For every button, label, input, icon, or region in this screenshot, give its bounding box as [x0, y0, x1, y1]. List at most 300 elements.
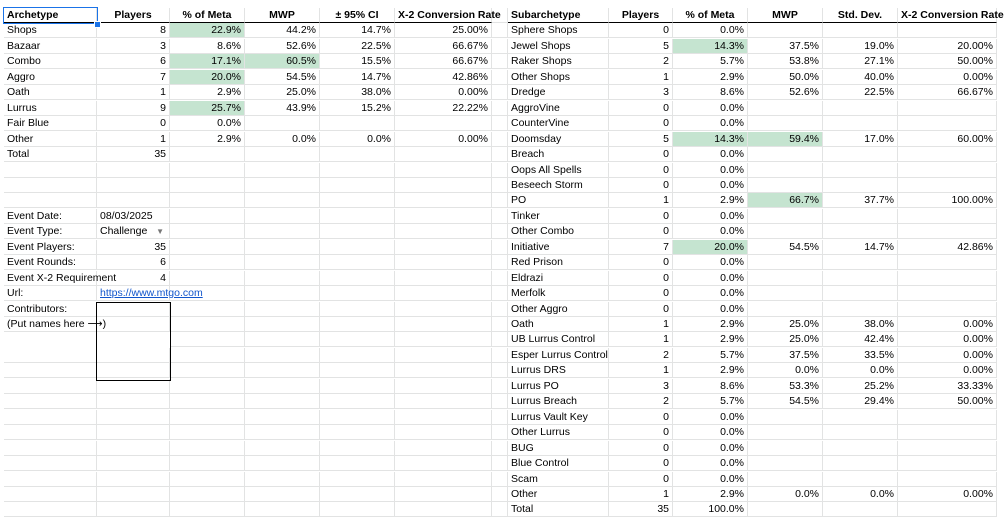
spacer-cell[interactable]: [492, 502, 508, 517]
archetype-players-cell[interactable]: 1: [97, 132, 170, 147]
subarchetype-name-cell[interactable]: Esper Lurrus Control: [508, 348, 609, 363]
spacer-cell[interactable]: [492, 54, 508, 69]
empty-cell[interactable]: [245, 332, 320, 347]
subarchetype-name-cell[interactable]: Tinker: [508, 209, 609, 224]
empty-cell[interactable]: [170, 302, 245, 317]
empty-cell[interactable]: [245, 163, 320, 178]
subarchetype-meta-cell[interactable]: 2.9%: [673, 193, 748, 208]
empty-cell[interactable]: [320, 163, 395, 178]
event-type-value[interactable]: [97, 224, 170, 239]
empty-cell[interactable]: [320, 472, 395, 487]
empty-cell[interactable]: [4, 456, 97, 471]
archetype-mwp-cell[interactable]: 43.9%: [245, 101, 320, 116]
subarchetype-mwp-cell[interactable]: 54.5%: [748, 394, 823, 409]
event-type-label[interactable]: Event Type:: [4, 224, 97, 239]
spacer-cell[interactable]: [492, 394, 508, 409]
subarchetype-meta-cell[interactable]: 0.0%: [673, 209, 748, 224]
empty-cell[interactable]: [245, 209, 320, 224]
subarchetype-sd-cell[interactable]: 40.0%: [823, 70, 898, 85]
spacer-cell[interactable]: [492, 332, 508, 347]
subarchetype-sd-cell[interactable]: [823, 101, 898, 116]
subarchetype-players-cell[interactable]: 1: [609, 317, 673, 332]
empty-cell[interactable]: [97, 394, 170, 409]
subarchetype-mwp-cell[interactable]: 37.5%: [748, 39, 823, 54]
empty-cell[interactable]: [170, 410, 245, 425]
sub-conversion-header[interactable]: X-2 Conversion Rate: [898, 8, 997, 23]
subarchetype-conv-cell[interactable]: [898, 116, 997, 131]
empty-cell[interactable]: [170, 425, 245, 440]
subarchetype-players-cell[interactable]: 0: [609, 456, 673, 471]
spacer-cell[interactable]: [492, 271, 508, 286]
subarchetype-players-cell[interactable]: 0: [609, 472, 673, 487]
archetype-meta-cell[interactable]: 0.0%: [170, 116, 245, 131]
subarchetype-name-cell[interactable]: Scam: [508, 472, 609, 487]
ci-header[interactable]: ± 95% CI: [320, 8, 395, 23]
subarchetype-name-cell[interactable]: Lurrus Breach: [508, 394, 609, 409]
empty-cell[interactable]: [245, 286, 320, 301]
subarchetype-meta-cell[interactable]: 0.0%: [673, 147, 748, 162]
subarchetype-sd-cell[interactable]: 25.2%: [823, 379, 898, 394]
subarchetype-conv-cell[interactable]: 0.00%: [898, 348, 997, 363]
subarchetype-name-cell[interactable]: Jewel Shops: [508, 39, 609, 54]
meta-share-header[interactable]: % of Meta: [170, 8, 245, 23]
sub-players-header[interactable]: Players: [609, 8, 673, 23]
subarchetype-players-cell[interactable]: 0: [609, 147, 673, 162]
subarchetype-conv-cell[interactable]: 60.00%: [898, 132, 997, 147]
empty-cell[interactable]: [395, 472, 492, 487]
empty-cell[interactable]: [395, 487, 492, 502]
empty-cell[interactable]: [320, 441, 395, 456]
subarchetype-sd-cell[interactable]: [823, 23, 898, 38]
archetype-header[interactable]: Archetype: [4, 8, 97, 23]
archetype-conv-cell[interactable]: 66.67%: [395, 39, 492, 54]
subarchetype-name-cell[interactable]: Other Shops: [508, 70, 609, 85]
subarchetype-players-cell[interactable]: 2: [609, 348, 673, 363]
empty-cell[interactable]: [97, 456, 170, 471]
empty-cell[interactable]: [395, 348, 492, 363]
subarchetype-mwp-cell[interactable]: 52.6%: [748, 85, 823, 100]
empty-cell[interactable]: [4, 472, 97, 487]
archetype-meta-cell[interactable]: 8.6%: [170, 39, 245, 54]
subarchetype-conv-cell[interactable]: [898, 147, 997, 162]
spacer-cell[interactable]: [492, 163, 508, 178]
subarchetype-name-cell[interactable]: Lurrus Vault Key: [508, 410, 609, 425]
std-dev-header[interactable]: Std. Dev.: [823, 8, 898, 23]
subarchetype-players-cell[interactable]: 5: [609, 39, 673, 54]
archetype-ci-cell[interactable]: 14.7%: [320, 23, 395, 38]
empty-cell[interactable]: [395, 209, 492, 224]
subarchetype-sd-cell[interactable]: 29.4%: [823, 394, 898, 409]
empty-cell[interactable]: [395, 410, 492, 425]
empty-cell[interactable]: [245, 224, 320, 239]
empty-cell[interactable]: [395, 332, 492, 347]
subarchetype-conv-cell[interactable]: [898, 255, 997, 270]
spacer-cell[interactable]: [492, 317, 508, 332]
subarchetype-conv-cell[interactable]: 33.33%: [898, 379, 997, 394]
subarchetype-mwp-cell[interactable]: [748, 456, 823, 471]
subarchetype-sd-cell[interactable]: [823, 456, 898, 471]
subarchetype-header[interactable]: Subarchetype: [508, 8, 609, 23]
empty-cell[interactable]: [170, 487, 245, 502]
subarchetype-mwp-cell[interactable]: [748, 502, 823, 517]
subarchetype-players-cell[interactable]: 0: [609, 101, 673, 116]
subarchetype-players-cell[interactable]: 0: [609, 224, 673, 239]
empty-cell[interactable]: [395, 255, 492, 270]
archetype-meta-cell[interactable]: 2.9%: [170, 85, 245, 100]
empty-cell[interactable]: [395, 240, 492, 255]
subarchetype-mwp-cell[interactable]: [748, 209, 823, 224]
subarchetype-conv-cell[interactable]: [898, 163, 997, 178]
subarchetype-name-cell[interactable]: Eldrazi: [508, 271, 609, 286]
empty-cell[interactable]: [320, 456, 395, 471]
empty-cell[interactable]: [320, 363, 395, 378]
subarchetype-sd-cell[interactable]: 33.5%: [823, 348, 898, 363]
empty-cell[interactable]: [395, 379, 492, 394]
subarchetype-meta-cell[interactable]: 14.3%: [673, 39, 748, 54]
event-rounds-value[interactable]: 6: [97, 255, 170, 270]
sub-mwp-header[interactable]: MWP: [748, 8, 823, 23]
spacer-cell[interactable]: [492, 425, 508, 440]
archetype-meta-cell[interactable]: [170, 147, 245, 162]
subarchetype-name-cell[interactable]: Other Combo: [508, 224, 609, 239]
empty-cell[interactable]: [97, 193, 170, 208]
subarchetype-meta-cell[interactable]: 20.0%: [673, 240, 748, 255]
spacer-cell[interactable]: [492, 363, 508, 378]
subarchetype-name-cell[interactable]: Breach: [508, 147, 609, 162]
archetype-meta-cell[interactable]: 2.9%: [170, 132, 245, 147]
empty-cell[interactable]: [170, 193, 245, 208]
empty-cell[interactable]: [245, 271, 320, 286]
subarchetype-conv-cell[interactable]: 0.00%: [898, 487, 997, 502]
subarchetype-sd-cell[interactable]: 37.7%: [823, 193, 898, 208]
empty-cell[interactable]: [395, 163, 492, 178]
subarchetype-meta-cell[interactable]: 0.0%: [673, 116, 748, 131]
subarchetype-name-cell[interactable]: Sphere Shops: [508, 23, 609, 38]
subarchetype-meta-cell[interactable]: 0.0%: [673, 271, 748, 286]
subarchetype-meta-cell[interactable]: 2.9%: [673, 317, 748, 332]
subarchetype-name-cell[interactable]: Oath: [508, 317, 609, 332]
spacer-cell[interactable]: [492, 8, 508, 23]
subarchetype-name-cell[interactable]: Doomsday: [508, 132, 609, 147]
archetype-players-cell[interactable]: 6: [97, 54, 170, 69]
empty-cell[interactable]: [170, 271, 245, 286]
subarchetype-mwp-cell[interactable]: [748, 23, 823, 38]
empty-cell[interactable]: [395, 425, 492, 440]
subarchetype-players-cell[interactable]: 0: [609, 425, 673, 440]
event-date-label[interactable]: Event Date:: [4, 209, 97, 224]
subarchetype-name-cell[interactable]: Other: [508, 487, 609, 502]
subarchetype-mwp-cell[interactable]: 53.3%: [748, 379, 823, 394]
empty-cell[interactable]: [320, 394, 395, 409]
subarchetype-sd-cell[interactable]: [823, 147, 898, 162]
empty-cell[interactable]: [4, 425, 97, 440]
subarchetype-sd-cell[interactable]: [823, 116, 898, 131]
archetype-name-cell[interactable]: Bazaar: [4, 39, 97, 54]
empty-cell[interactable]: [245, 472, 320, 487]
subarchetype-players-cell[interactable]: 0: [609, 163, 673, 178]
subarchetype-sd-cell[interactable]: [823, 163, 898, 178]
subarchetype-name-cell[interactable]: UB Lurrus Control: [508, 332, 609, 347]
subarchetype-sd-cell[interactable]: [823, 224, 898, 239]
spacer-cell[interactable]: [492, 456, 508, 471]
subarchetype-meta-cell[interactable]: 0.0%: [673, 425, 748, 440]
subarchetype-mwp-cell[interactable]: [748, 302, 823, 317]
mwp-header[interactable]: MWP: [245, 8, 320, 23]
subarchetype-conv-cell[interactable]: [898, 472, 997, 487]
subarchetype-players-cell[interactable]: 0: [609, 23, 673, 38]
archetype-ci-cell[interactable]: 38.0%: [320, 85, 395, 100]
empty-cell[interactable]: [395, 394, 492, 409]
empty-cell[interactable]: [245, 394, 320, 409]
archetype-mwp-cell[interactable]: [245, 116, 320, 131]
subarchetype-sd-cell[interactable]: [823, 302, 898, 317]
subarchetype-mwp-cell[interactable]: [748, 410, 823, 425]
subarchetype-players-cell[interactable]: 3: [609, 379, 673, 394]
subarchetype-sd-cell[interactable]: [823, 286, 898, 301]
event-date-value[interactable]: 08/03/2025: [97, 209, 170, 224]
empty-cell[interactable]: [245, 302, 320, 317]
empty-cell[interactable]: [4, 178, 97, 193]
empty-cell[interactable]: [245, 240, 320, 255]
empty-cell[interactable]: [395, 271, 492, 286]
archetype-conv-cell[interactable]: [395, 147, 492, 162]
archetype-name-cell[interactable]: Oath: [4, 85, 97, 100]
subarchetype-conv-cell[interactable]: [898, 456, 997, 471]
event-x2-requirement-value[interactable]: 4: [97, 271, 170, 286]
subarchetype-conv-cell[interactable]: 42.86%: [898, 240, 997, 255]
empty-cell[interactable]: [395, 286, 492, 301]
empty-cell[interactable]: [395, 502, 492, 517]
empty-cell[interactable]: [170, 240, 245, 255]
archetype-conv-cell[interactable]: 0.00%: [395, 132, 492, 147]
spacer-cell[interactable]: [492, 302, 508, 317]
subarchetype-sd-cell[interactable]: 38.0%: [823, 317, 898, 332]
archetype-ci-cell[interactable]: [320, 147, 395, 162]
subarchetype-players-cell[interactable]: 0: [609, 410, 673, 425]
empty-cell[interactable]: [4, 379, 97, 394]
subarchetype-mwp-cell[interactable]: 50.0%: [748, 70, 823, 85]
subarchetype-players-cell[interactable]: 0: [609, 441, 673, 456]
subarchetype-name-cell[interactable]: CounterVine: [508, 116, 609, 131]
empty-cell[interactable]: [4, 410, 97, 425]
empty-cell[interactable]: [97, 487, 170, 502]
subarchetype-mwp-cell[interactable]: [748, 224, 823, 239]
subarchetype-mwp-cell[interactable]: [748, 101, 823, 116]
subarchetype-name-cell[interactable]: PO: [508, 193, 609, 208]
subarchetype-mwp-cell[interactable]: 54.5%: [748, 240, 823, 255]
subarchetype-mwp-cell[interactable]: 66.7%: [748, 193, 823, 208]
subarchetype-players-cell[interactable]: 3: [609, 85, 673, 100]
empty-cell[interactable]: [320, 255, 395, 270]
empty-cell[interactable]: [97, 178, 170, 193]
subarchetype-conv-cell[interactable]: 50.00%: [898, 394, 997, 409]
subarchetype-players-cell[interactable]: 2: [609, 394, 673, 409]
archetype-players-cell[interactable]: 35: [97, 147, 170, 162]
spacer-cell[interactable]: [492, 116, 508, 131]
empty-cell[interactable]: [97, 379, 170, 394]
subarchetype-players-cell[interactable]: 7: [609, 240, 673, 255]
empty-cell[interactable]: [97, 441, 170, 456]
empty-cell[interactable]: [170, 332, 245, 347]
empty-cell[interactable]: [395, 224, 492, 239]
empty-cell[interactable]: [170, 163, 245, 178]
spacer-cell[interactable]: [492, 23, 508, 38]
subarchetype-meta-cell[interactable]: 2.9%: [673, 70, 748, 85]
archetype-name-cell[interactable]: Shops: [4, 23, 97, 38]
empty-cell[interactable]: [245, 255, 320, 270]
empty-cell[interactable]: [170, 379, 245, 394]
subarchetype-conv-cell[interactable]: 20.00%: [898, 39, 997, 54]
spacer-cell[interactable]: [492, 224, 508, 239]
subarchetype-meta-cell[interactable]: 0.0%: [673, 286, 748, 301]
spacer-cell[interactable]: [492, 70, 508, 85]
empty-cell[interactable]: [320, 271, 395, 286]
archetype-players-cell[interactable]: 8: [97, 23, 170, 38]
names-hint-label[interactable]: (Put names here ⟶): [4, 317, 97, 332]
subarchetype-players-cell[interactable]: 0: [609, 178, 673, 193]
subarchetype-conv-cell[interactable]: 66.67%: [898, 85, 997, 100]
subarchetype-conv-cell[interactable]: 0.00%: [898, 317, 997, 332]
subarchetype-name-cell[interactable]: Dredge: [508, 85, 609, 100]
subarchetype-name-cell[interactable]: Lurrus DRS: [508, 363, 609, 378]
subarchetype-sd-cell[interactable]: [823, 472, 898, 487]
spacer-cell[interactable]: [492, 472, 508, 487]
subarchetype-conv-cell[interactable]: 50.00%: [898, 54, 997, 69]
subarchetype-mwp-cell[interactable]: 25.0%: [748, 317, 823, 332]
archetype-conv-cell[interactable]: 25.00%: [395, 23, 492, 38]
subarchetype-conv-cell[interactable]: [898, 410, 997, 425]
archetype-players-cell[interactable]: 3: [97, 39, 170, 54]
subarchetype-conv-cell[interactable]: [898, 101, 997, 116]
archetype-meta-cell[interactable]: 17.1%: [170, 54, 245, 69]
empty-cell[interactable]: [395, 193, 492, 208]
spacer-cell[interactable]: [492, 147, 508, 162]
archetype-meta-cell[interactable]: 20.0%: [170, 70, 245, 85]
subarchetype-conv-cell[interactable]: [898, 271, 997, 286]
subarchetype-mwp-cell[interactable]: [748, 255, 823, 270]
subarchetype-name-cell[interactable]: Red Prison: [508, 255, 609, 270]
spacer-cell[interactable]: [492, 85, 508, 100]
spacer-cell[interactable]: [492, 441, 508, 456]
fill-handle[interactable]: [94, 21, 101, 28]
empty-cell[interactable]: [320, 332, 395, 347]
subarchetype-mwp-cell[interactable]: 59.4%: [748, 132, 823, 147]
event-url-value[interactable]: https://www.mtgo.com: [97, 286, 170, 301]
subarchetype-sd-cell[interactable]: [823, 209, 898, 224]
empty-cell[interactable]: [170, 441, 245, 456]
subarchetype-players-cell[interactable]: 1: [609, 487, 673, 502]
subarchetype-meta-cell[interactable]: 0.0%: [673, 23, 748, 38]
subarchetype-players-cell[interactable]: 2: [609, 54, 673, 69]
subarchetype-meta-cell[interactable]: 0.0%: [673, 163, 748, 178]
archetype-name-cell[interactable]: Total: [4, 147, 97, 162]
archetype-players-cell[interactable]: 9: [97, 101, 170, 116]
empty-cell[interactable]: [170, 209, 245, 224]
subarchetype-sd-cell[interactable]: [823, 441, 898, 456]
empty-cell[interactable]: [245, 425, 320, 440]
archetype-meta-cell[interactable]: 25.7%: [170, 101, 245, 116]
subarchetype-players-cell[interactable]: 5: [609, 132, 673, 147]
subarchetype-mwp-cell[interactable]: [748, 425, 823, 440]
subarchetype-meta-cell[interactable]: 0.0%: [673, 178, 748, 193]
event-players-value[interactable]: 35: [97, 240, 170, 255]
archetype-mwp-cell[interactable]: 52.6%: [245, 39, 320, 54]
subarchetype-players-cell[interactable]: 0: [609, 302, 673, 317]
subarchetype-conv-cell[interactable]: [898, 441, 997, 456]
empty-cell[interactable]: [4, 394, 97, 409]
subarchetype-conv-cell[interactable]: 0.00%: [898, 70, 997, 85]
subarchetype-mwp-cell[interactable]: [748, 271, 823, 286]
empty-cell[interactable]: [97, 502, 170, 517]
spacer-cell[interactable]: [492, 286, 508, 301]
empty-cell[interactable]: [170, 348, 245, 363]
subarchetype-meta-cell[interactable]: 0.0%: [673, 441, 748, 456]
archetype-mwp-cell[interactable]: 25.0%: [245, 85, 320, 100]
empty-cell[interactable]: [320, 487, 395, 502]
subarchetype-mwp-cell[interactable]: 53.8%: [748, 54, 823, 69]
subarchetype-meta-cell[interactable]: 5.7%: [673, 348, 748, 363]
subarchetype-players-cell[interactable]: 1: [609, 363, 673, 378]
subarchetype-conv-cell[interactable]: [898, 23, 997, 38]
spacer-cell[interactable]: [492, 255, 508, 270]
spacer-cell[interactable]: [492, 193, 508, 208]
subarchetype-sd-cell[interactable]: [823, 425, 898, 440]
event-players-label[interactable]: Event Players:: [4, 240, 97, 255]
empty-cell[interactable]: [320, 286, 395, 301]
subarchetype-conv-cell[interactable]: [898, 302, 997, 317]
subarchetype-players-cell[interactable]: 0: [609, 255, 673, 270]
subarchetype-mwp-cell[interactable]: [748, 441, 823, 456]
subarchetype-sd-cell[interactable]: 17.0%: [823, 132, 898, 147]
empty-cell[interactable]: [4, 163, 97, 178]
subarchetype-players-cell[interactable]: 0: [609, 286, 673, 301]
archetype-name-cell[interactable]: Combo: [4, 54, 97, 69]
archetype-players-cell[interactable]: 0: [97, 116, 170, 131]
subarchetype-meta-cell[interactable]: 0.0%: [673, 410, 748, 425]
empty-cell[interactable]: [245, 348, 320, 363]
subarchetype-mwp-cell[interactable]: [748, 163, 823, 178]
subarchetype-name-cell[interactable]: AggroVine: [508, 101, 609, 116]
subarchetype-sd-cell[interactable]: 14.7%: [823, 240, 898, 255]
empty-cell[interactable]: [395, 317, 492, 332]
subarchetype-sd-cell[interactable]: [823, 178, 898, 193]
subarchetype-mwp-cell[interactable]: [748, 286, 823, 301]
subarchetype-conv-cell[interactable]: 100.00%: [898, 193, 997, 208]
empty-cell[interactable]: [245, 502, 320, 517]
subarchetype-meta-cell[interactable]: 8.6%: [673, 379, 748, 394]
spacer-cell[interactable]: [492, 132, 508, 147]
empty-cell[interactable]: [245, 456, 320, 471]
archetype-players-cell[interactable]: 7: [97, 70, 170, 85]
empty-cell[interactable]: [395, 363, 492, 378]
empty-cell[interactable]: [97, 410, 170, 425]
empty-cell[interactable]: [4, 348, 97, 363]
empty-cell[interactable]: [395, 456, 492, 471]
subarchetype-conv-cell[interactable]: [898, 178, 997, 193]
subarchetype-meta-cell[interactable]: 2.9%: [673, 487, 748, 502]
event-x2-requirement-label[interactable]: Event X-2 Requirement: [4, 271, 97, 286]
subarchetype-name-cell[interactable]: Blue Control: [508, 456, 609, 471]
empty-cell[interactable]: [395, 178, 492, 193]
empty-cell[interactable]: [170, 502, 245, 517]
subarchetype-meta-cell[interactable]: 0.0%: [673, 224, 748, 239]
subarchetype-players-cell[interactable]: 0: [609, 271, 673, 286]
empty-cell[interactable]: [245, 317, 320, 332]
empty-cell[interactable]: [170, 224, 245, 239]
empty-cell[interactable]: [170, 255, 245, 270]
empty-cell[interactable]: [4, 441, 97, 456]
subarchetype-name-cell[interactable]: Total: [508, 502, 609, 517]
